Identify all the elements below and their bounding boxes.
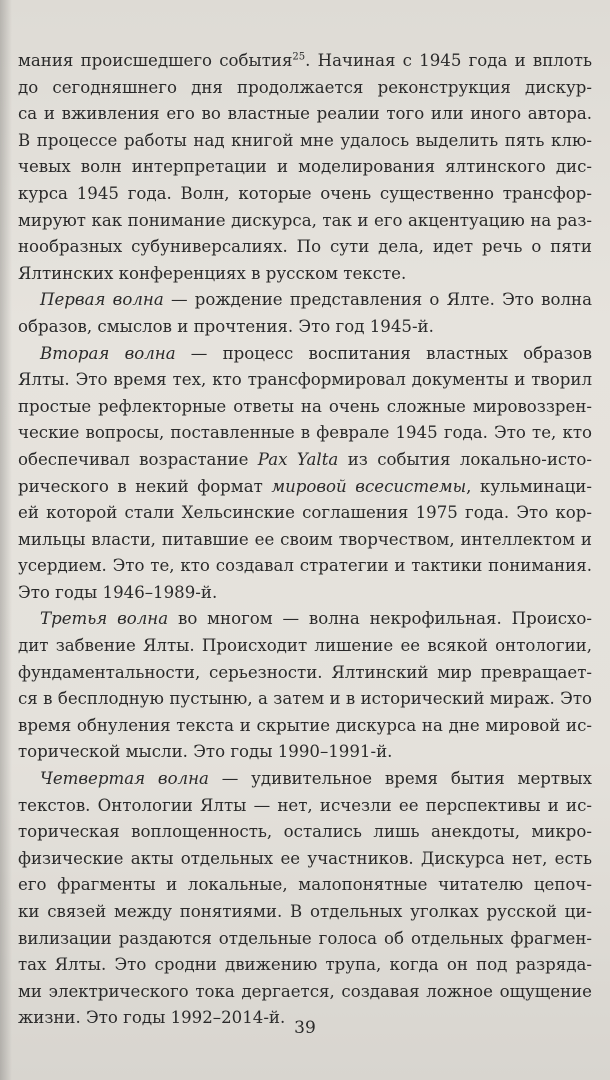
body-text: [18, 48, 592, 1032]
text-run: рического в некий формат: [18, 476, 272, 496]
text-line: [18, 527, 592, 554]
text-run: ческие вопросы, поставленные в феврале 1945 года. Это те, кто: [18, 423, 592, 443]
text-run: , кульминаци-: [466, 476, 592, 496]
text-run: текстов. Онтологии Ялты — нет, исчезли ее перспективы и ис-: [18, 795, 592, 815]
text-line: [18, 128, 592, 155]
text-run: . Начиная с 1945 года и вплоть: [305, 51, 592, 70]
italic-term: мировой всесистемы: [271, 476, 467, 496]
text-line: [18, 234, 592, 261]
text-line: [18, 819, 592, 846]
text-run: Ялты. Это время тех, кто трансформировал документы и творил: [18, 370, 592, 390]
text-line: [18, 287, 592, 314]
text-run: мания происшедшего события: [18, 51, 293, 70]
text-run: физические акты отдельных ее участников. Дискурса нет, есть: [18, 848, 592, 868]
text-run: — процесс воспитания властных образов: [175, 343, 592, 363]
text-run: во многом — волна некрофильная. Происхо-: [168, 609, 592, 629]
text-run: В процессе работы над книгой мне удалось выделить пять клю-: [18, 130, 592, 150]
text-run: усердием. Это те, кто создавал стратегии и тактики понимания.: [18, 556, 592, 576]
text-run: дит забвение Ялты. Происходит лишение ее всякой онтологии,: [18, 636, 592, 656]
text-line: [18, 261, 592, 288]
text-line: [18, 500, 592, 527]
text-run: фундаментальности, серьезности. Ялтинский мир превращает-: [18, 662, 592, 682]
italic-term: Третья волна: [40, 609, 169, 629]
text-line: [18, 979, 592, 1006]
text-line: [18, 580, 592, 607]
text-line: [18, 341, 592, 368]
text-line: [18, 686, 592, 713]
text-line: [18, 367, 592, 394]
footnote-ref: 25: [292, 51, 306, 63]
text-run: торическая воплощенность, остались лишь анекдоты, микро-: [18, 822, 592, 842]
text-line: [18, 75, 592, 102]
text-line: [18, 48, 592, 75]
text-run: ся в бесплодную пустыню, а затем и в исторический мираж. Это: [18, 689, 592, 709]
text-run: тах Ялты. Это сродни движению трупа, когда он под разряда-: [18, 955, 592, 975]
text-run: его фрагменты и локальные, малопонятные читателю цепоч-: [18, 875, 592, 895]
text-line: [18, 952, 592, 979]
text-run: из события локально-исто-: [338, 449, 592, 469]
text-run: ки связей между понятиями. В отдельных уголках русской ци-: [18, 902, 592, 921]
text-run: ми электрического тока дергается, создавая ложное ощущение: [18, 981, 592, 1001]
text-run: время обнуления текста и скрытие дискурса на дне мировой ис-: [18, 715, 592, 735]
text-line: [18, 793, 592, 820]
text-run: курса 1945 года. Волн, которые очень существенно трансфор-: [18, 183, 592, 203]
text-run: ей которой стали Хельсинские соглашения 1975 года. Это кор-: [18, 503, 592, 523]
text-run: чевых волн интерпретации и моделирования ялтинского дис-: [18, 157, 592, 177]
text-line: [18, 899, 592, 926]
text-run: мильцы власти, питавшие ее своим творчеством, интеллектом и: [18, 529, 592, 549]
text-run: простые рефлекторные ответы на очень сложные мировоззрен-: [18, 396, 592, 416]
text-run: обеспечивал возрастание: [18, 449, 258, 469]
text-run: образов, смыслов и прочтения. Это год 1945-й.: [18, 316, 434, 336]
text-run: торической мысли. Это годы 1990–1991-й.: [18, 742, 393, 762]
text-line: [18, 181, 592, 208]
text-run: — удивительное время бытия мертвых: [208, 769, 592, 789]
text-line: [18, 846, 592, 873]
page-gutter-shadow: [0, 0, 12, 1080]
italic-term: Pax Yalta: [257, 449, 339, 469]
text-line: [18, 766, 592, 793]
text-line: [18, 713, 592, 740]
text-run: нообразных субуниверсалиях. По сути дела, идет речь о пяти: [18, 237, 592, 257]
page-number: 39: [294, 1018, 316, 1038]
text-line: [18, 553, 592, 580]
text-line: [18, 420, 592, 447]
text-line: [18, 739, 592, 766]
text-line: [18, 926, 592, 953]
text-run: вилизации раздаются отдельные голоса об отдельных фрагмен-: [18, 928, 592, 948]
italic-term: Первая волна: [40, 290, 164, 310]
text-run: са и вживления его во властные реалии того или иного автора.: [18, 104, 592, 124]
italic-term: Четвертая волна: [40, 769, 209, 789]
text-run: Ялтинских конференциях в русском тексте.: [18, 263, 407, 283]
text-line: [18, 872, 592, 899]
text-line: [18, 606, 592, 633]
text-line: [18, 208, 592, 235]
text-line: [18, 154, 592, 181]
text-line: [18, 447, 592, 474]
text-line: [18, 394, 592, 421]
text-run: жизни. Это годы 1992–2014-й.: [18, 1008, 286, 1028]
text-run: Это годы 1946–1989-й.: [18, 582, 218, 602]
italic-term: Вторая волна: [40, 343, 176, 363]
text-line: [18, 474, 592, 501]
text-line: [18, 314, 592, 341]
text-line: [18, 101, 592, 128]
text-line: [18, 660, 592, 687]
text-run: до сегодняшнего дня продолжается реконструкция дискур-: [18, 77, 592, 97]
text-line: [18, 633, 592, 660]
text-run: мируют как понимание дискурса, так и его акцентуацию на раз-: [18, 210, 592, 230]
text-run: — рождение представления о Ялте. Это волна: [163, 290, 592, 310]
